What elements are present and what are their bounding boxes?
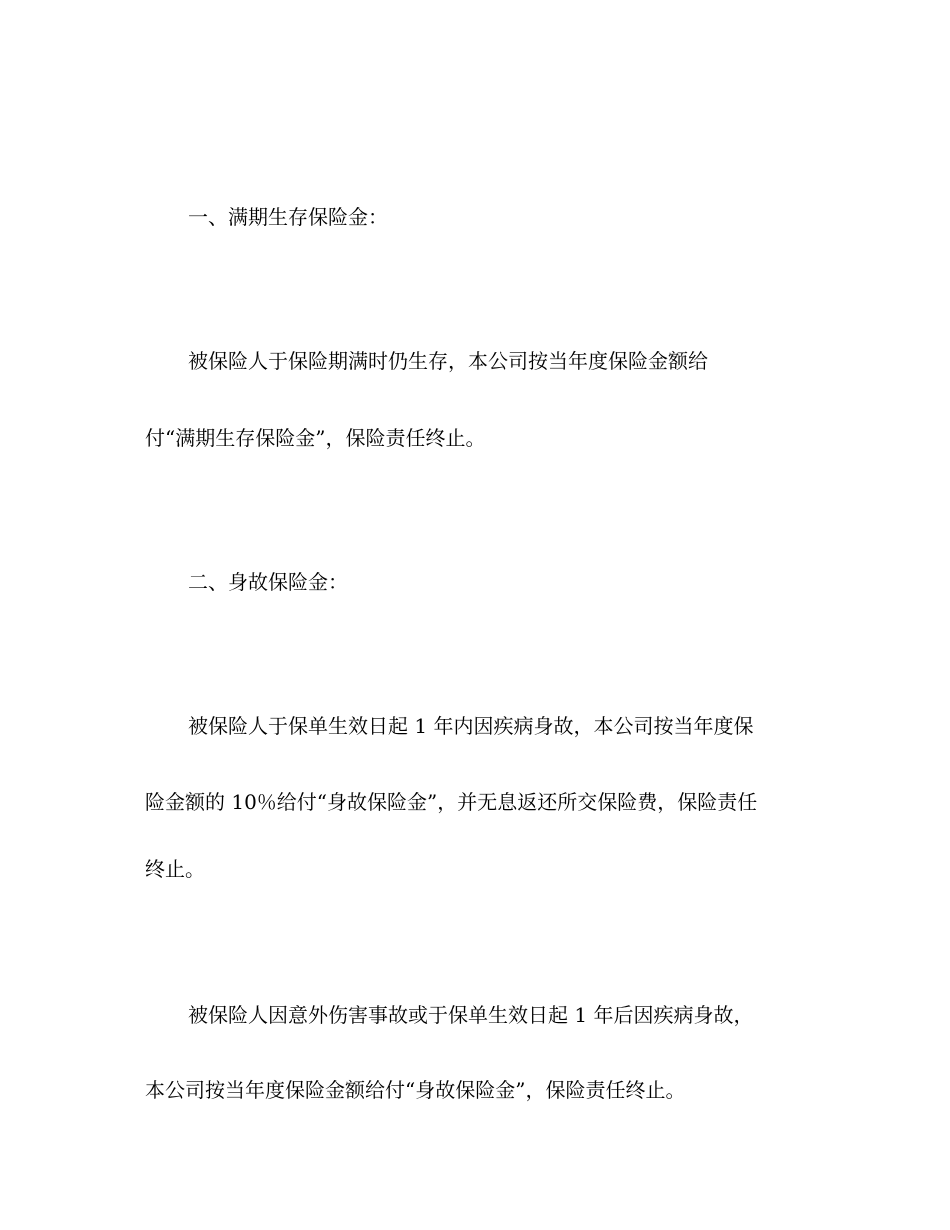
paragraph-line: 被保险人于保单生效日起 1 年内因疾病身故，本公司按当年度保 — [188, 714, 754, 738]
paragraph-line: 付“满期生存保险金”，保险责任终止。 — [145, 426, 486, 450]
section-heading-maturity-benefit: 一、满期生存保险金： — [188, 205, 388, 229]
section-heading-death-benefit: 二、身故保险金： — [188, 570, 348, 594]
paragraph-line: 本公司按当年度保险金额给付“身故保险金”，保险责任终止。 — [145, 1078, 686, 1102]
paragraph-line: 被保险人因意外伤害事故或于保单生效日起 1 年后因疾病身故， — [188, 1003, 754, 1027]
paragraph-line: 终止。 — [145, 857, 205, 881]
paragraph-line: 险金额的 10％给付“身故保险金”，并无息返还所交保险费，保险责任 — [145, 790, 758, 814]
paragraph-line: 被保险人于保险期满时仍生存，本公司按当年度保险金额给 — [188, 349, 708, 373]
